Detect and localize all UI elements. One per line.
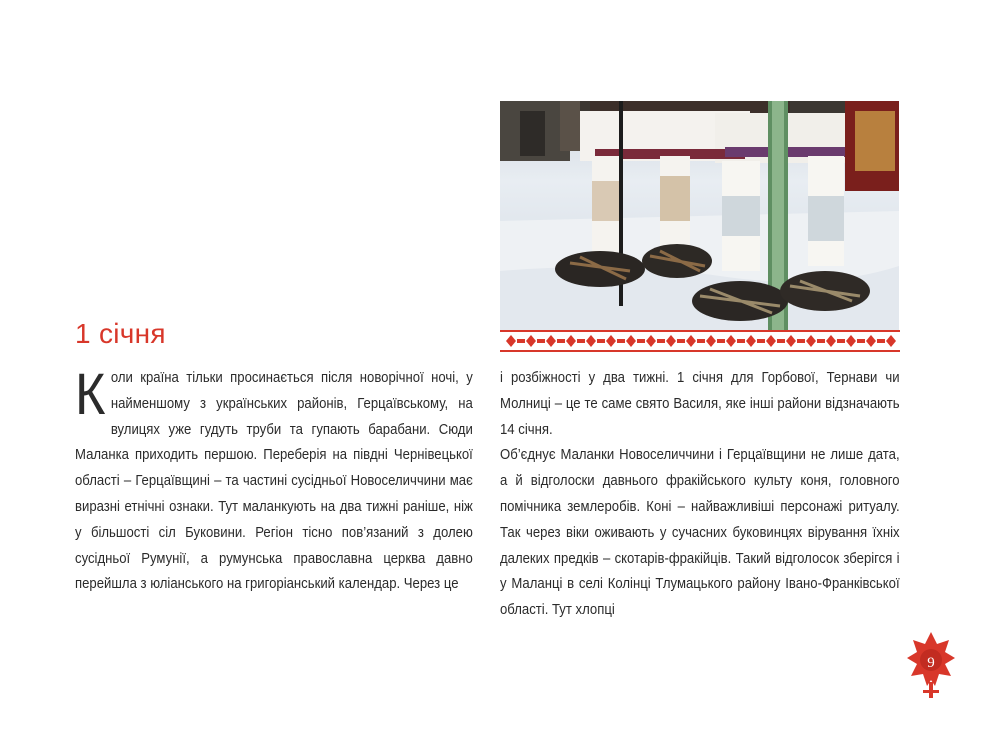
- paragraph: і розбіжності у два тижні. 1 січня для Горбової, Тернави чи Молниці – це те саме свято Василя, яке інші райони відзначають 14 січня.: [500, 370, 900, 438]
- paragraph: Об’єднує Маланки Новоселиччини і Герцаївщини не лише дата, а й відголоски давнього фракійського культу коня, головного помічника землеробів. Коні – найважливіші персонажі ритуалу. Так через віки оживають у сучасних буковинцях вірування їхніх далеких предків – скотарів-фракійців. Такий відголосок зберігся і у Маланці в селі Колінці Тлумацького району Івано-Франківської області. Тут хлопці: [500, 447, 900, 619]
- section-heading: 1 січня: [75, 318, 166, 349]
- text-column-left: [75, 362, 473, 598]
- paragraph: оли країна тільки просинається після новорічної ночі, у найменшому з українських районів, Герцаївському, на вулицях уже гудуть труби та гупають барабани. Сюди Маланка приходить першою. Переберія на півдні Чернівецької області – Герцаївщині – та частині сусідньої Новоселиччини має виразні етнічні ознаки. Тут маланкують на два тижні раніше, ніж у більшості сіл Буковини. Регіон тісно пов’язаний з долею сусідньої Румунії, а румунська православна церква давно перейшла з юліанського на григоріанський календар. Через це: [75, 370, 473, 593]
- feature-photo: [500, 101, 899, 330]
- drop-cap: К: [75, 362, 106, 427]
- embroidery-border: [500, 330, 900, 352]
- page-number: 9: [927, 655, 935, 671]
- text-column-right: [500, 366, 900, 624]
